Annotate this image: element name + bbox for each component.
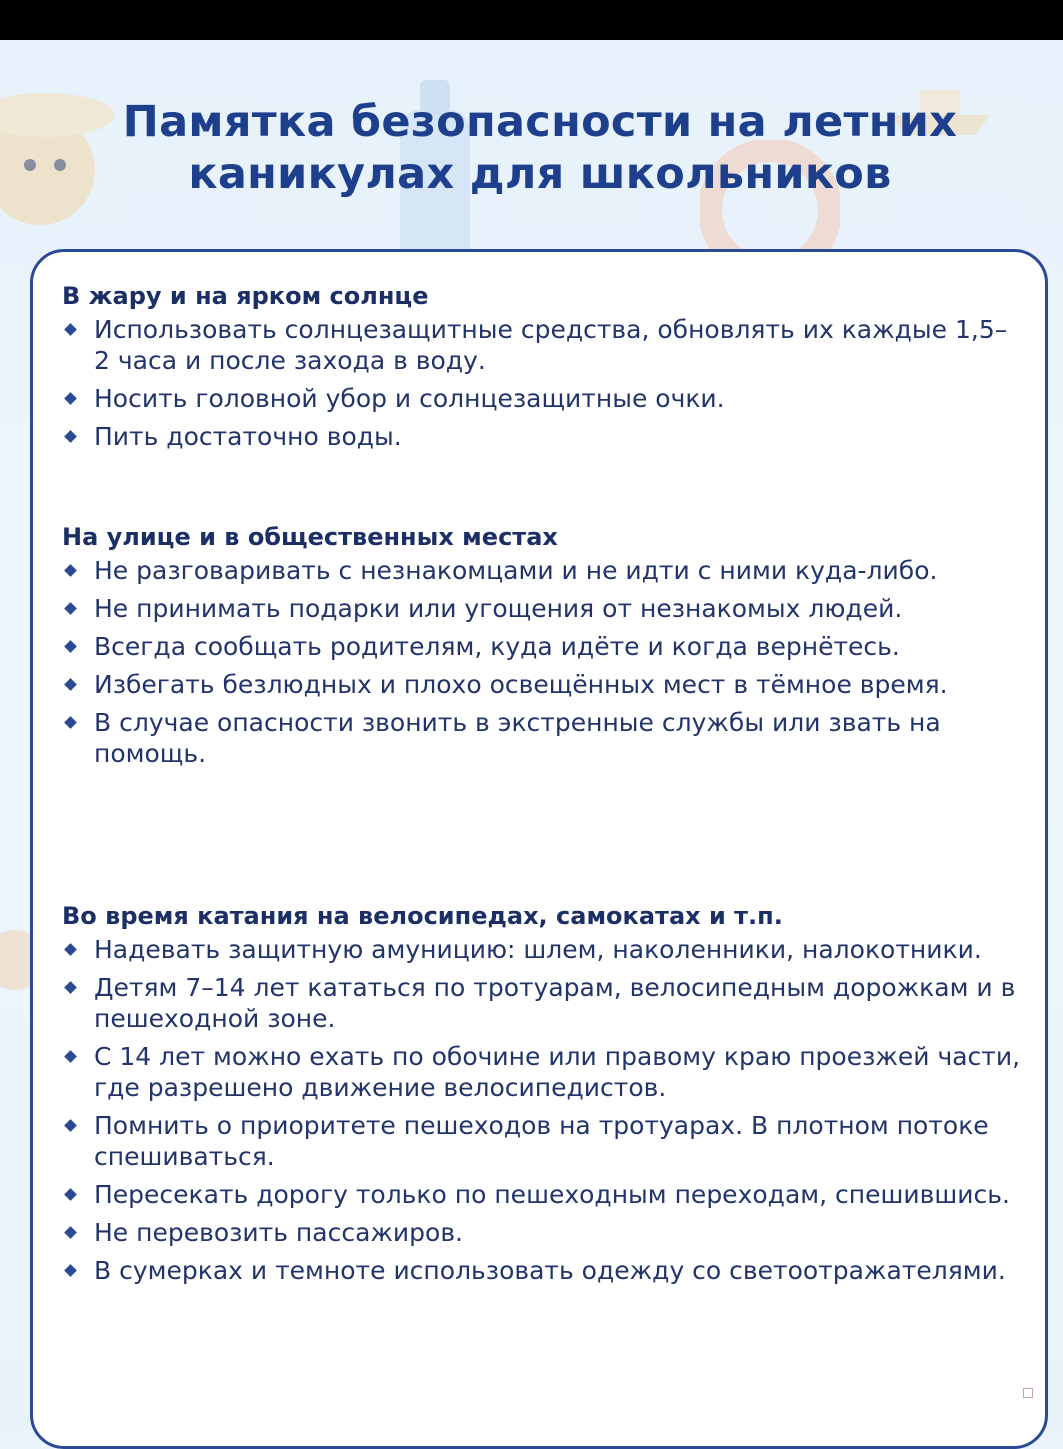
list-item [62,631,1022,662]
title-line-2: каникулах для школьников [188,149,892,199]
list-item [62,314,1022,376]
list-item [62,707,1022,769]
list-item-text: Помнить о приоритете пешеходов на тротуарах. В плотном потоке спешиваться. [94,1111,989,1171]
list-item-text: С 14 лет можно ехать по обочине или правому краю проезжей части, где разрешено движение велосипедистов. [94,1042,1021,1102]
list-item-text: Избегать безлюдных и плохо освещённых мест в тёмное время. [94,670,948,699]
list-item-text: Детям 7–14 лет кататься по тротуарам, велосипедным дорожкам и в пешеходной зоне. [94,973,1016,1033]
diamond-bullet-icon [64,678,77,691]
list-item [62,421,1022,452]
diamond-bullet-icon [64,640,77,653]
list-item [62,1041,1022,1103]
section-title: Во время катания на велосипедах, самокатах и т.п. [62,902,783,930]
list-item [62,593,1022,624]
list-item-text: Надевать защитную амуницию: шлем, наколенники, налокотники. [94,935,982,964]
list-item [62,555,1022,586]
list-item-text: Не принимать подарки или угощения от незнакомых людей. [94,594,903,623]
list-item [62,1110,1022,1172]
list-item [62,1217,1022,1248]
diamond-bullet-icon [64,981,77,994]
list-item [62,1255,1022,1286]
diamond-bullet-icon [64,1050,77,1063]
list-item-text: Всегда сообщать родителям, куда идёте и когда вернётесь. [94,632,900,661]
bullet-list [62,314,1022,452]
diamond-bullet-icon [64,1226,77,1239]
list-item-text: Использовать солнцезащитные средства, обновлять их каждые 1,5–2 часа и после захода в воду. [94,315,1008,375]
diamond-bullet-icon [64,1188,77,1201]
list-item [62,972,1022,1034]
diamond-bullet-icon [64,1264,77,1277]
section-street [62,521,1022,776]
section-title: В жару и на ярком солнце [62,282,429,310]
diamond-bullet-icon [64,716,77,729]
section-cycling [62,900,1022,1293]
title-line-1: Памятка безопасности на летних [122,97,958,147]
corner-mark-icon [1023,1388,1033,1398]
page-title [40,96,1040,200]
list-item [62,1179,1022,1210]
list-item [62,669,1022,700]
diamond-bullet-icon [64,430,77,443]
list-item-text: Пересекать дорогу только по пешеходным переходам, спешившись. [94,1180,1010,1209]
diamond-bullet-icon [64,323,77,336]
status-bar [0,0,1063,40]
diamond-bullet-icon [64,564,77,577]
diamond-bullet-icon [64,943,77,956]
bullet-list [62,934,1022,1286]
list-item-text: Не перевозить пассажиров. [94,1218,464,1247]
list-item [62,934,1022,965]
list-item-text: Не разговаривать с незнакомцами и не идти с ними куда-либо. [94,556,938,585]
section-title: На улице и в общественных местах [62,523,558,551]
list-item [62,383,1022,414]
bullet-list [62,555,1022,769]
diamond-bullet-icon [64,392,77,405]
list-item-text: В случае опасности звонить в экстренные службы или звать на помощь. [94,708,941,768]
diamond-bullet-icon [64,1119,77,1132]
list-item-text: Носить головной убор и солнцезащитные очки. [94,384,725,413]
diamond-bullet-icon [64,602,77,615]
section-heat [62,280,1022,459]
list-item-text: В сумерках и темноте использовать одежду со светоотражателями. [94,1256,1006,1285]
list-item-text: Пить достаточно воды. [94,422,402,451]
